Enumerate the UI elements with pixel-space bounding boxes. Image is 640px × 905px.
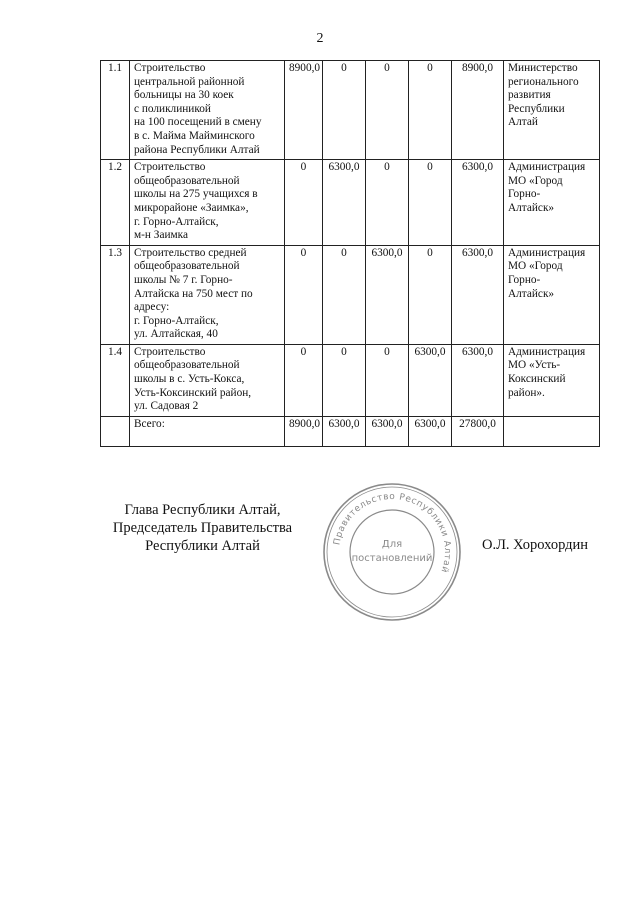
cell-text-line: МО «Город — [508, 260, 563, 273]
cell-text-line: общеобразовательной — [134, 174, 240, 187]
value-cell: 0 — [366, 344, 409, 416]
cell-text-line: Алтайск» — [508, 287, 555, 300]
value-cell: 0 — [409, 61, 452, 160]
total-value-cell: 6300,0 — [409, 416, 452, 446]
signature-title — [100, 501, 305, 555]
table-row — [101, 344, 600, 416]
responsible-party — [504, 160, 600, 246]
cell-text-line: Республики — [508, 102, 565, 115]
row-number: 1.4 — [101, 344, 130, 416]
cell-text-line: общеобразовательной — [134, 260, 240, 273]
cell-text-line: Коксинский — [508, 373, 566, 386]
cell-text-line: район». — [508, 386, 545, 399]
value-cell: 6300,0 — [452, 344, 504, 416]
cell-text-line: школы в с. Усть-Кокса, — [134, 373, 245, 386]
cell-text-line: общеобразовательной — [134, 359, 240, 372]
cell-text-line: Строительство средней — [134, 246, 247, 259]
cell-text-line: Строительство — [134, 62, 206, 74]
signature-title-line: Председатель Правительства — [112, 520, 293, 536]
table-body — [101, 61, 600, 447]
stamp-outer-ring-thin — [327, 487, 457, 617]
construction-plan-table — [100, 60, 600, 447]
stamp-outer-ring — [324, 484, 460, 620]
value-cell: 6300,0 — [323, 160, 366, 246]
total-row — [101, 416, 600, 446]
stamp-inner-ring — [350, 510, 434, 594]
value-cell: 0 — [285, 245, 323, 344]
row-number: 1.2 — [101, 160, 130, 246]
cell-text-line: Алтайска на 750 мест по — [134, 287, 253, 300]
row-number: 1.1 — [101, 61, 130, 160]
cell-text-line: Администрация — [508, 345, 586, 358]
stamp-center-line: постановлений — [351, 553, 433, 564]
total-responsible-cell — [504, 416, 600, 446]
cell-text-line: Министерство — [508, 62, 578, 74]
cell-text-line: центральной районной — [134, 75, 245, 88]
responsible-party — [504, 344, 600, 416]
cell-text-line: Строительство — [134, 345, 206, 358]
cell-text-line: регионального — [508, 75, 579, 88]
responsible-party — [504, 245, 600, 344]
value-cell: 0 — [366, 160, 409, 246]
cell-text-line: больницы на 30 коек — [134, 89, 234, 102]
signature-title-line: Глава Республики Алтай, — [124, 502, 281, 518]
value-cell: 6300,0 — [409, 344, 452, 416]
object-description — [130, 61, 285, 160]
cell-text-line: Строительство — [134, 161, 206, 174]
object-description — [130, 245, 285, 344]
cell-text-line: школы № 7 г. Горно- — [134, 273, 233, 286]
value-cell: 0 — [366, 61, 409, 160]
cell-text-line: Алтай — [508, 116, 538, 129]
cell-text-line: ул. Садовая 2 — [134, 400, 199, 413]
cell-text-line: Горно- — [508, 273, 541, 286]
value-cell: 8900,0 — [285, 61, 323, 160]
stamp-seal-icon — [321, 481, 463, 623]
table-row — [101, 61, 600, 160]
object-description — [130, 344, 285, 416]
cell-text-line: г. Горно-Алтайск, — [134, 215, 219, 228]
cell-text-line: МО «Город — [508, 174, 563, 187]
cell-text-line: Алтайск» — [508, 201, 555, 214]
value-cell: 8900,0 — [452, 61, 504, 160]
value-cell: 0 — [285, 344, 323, 416]
cell-text-line: с поликлиникой — [134, 102, 211, 115]
official-stamp — [321, 481, 463, 623]
object-description — [130, 160, 285, 246]
cell-text-line: Администрация — [508, 246, 586, 259]
value-cell: 6300,0 — [452, 160, 504, 246]
total-number-cell — [101, 416, 130, 446]
value-cell: 0 — [323, 344, 366, 416]
value-cell: 0 — [285, 160, 323, 246]
cell-text-line: Горно- — [508, 188, 541, 201]
total-value-cell: 27800,0 — [452, 416, 504, 446]
value-cell: 0 — [409, 245, 452, 344]
cell-text-line: микрорайоне «Заимка», — [134, 201, 249, 214]
cell-text-line: ул. Алтайская, 40 — [134, 328, 218, 341]
page-number: 2 — [316, 31, 324, 46]
table-row — [101, 160, 600, 246]
total-value-cell: 8900,0 — [285, 416, 323, 446]
total-value-cell: 6300,0 — [366, 416, 409, 446]
cell-text-line: м-н Заимка — [134, 229, 188, 242]
cell-text-line: в с. Майма Майминского — [134, 129, 255, 142]
cell-text-line: развития — [508, 89, 551, 102]
cell-text-line: школы на 275 учащихся в — [134, 188, 258, 201]
cell-text-line: г. Горно-Алтайск, — [134, 314, 219, 327]
value-cell: 6300,0 — [452, 245, 504, 344]
total-label: Всего: — [130, 416, 285, 446]
cell-text-line: МО «Усть- — [508, 359, 561, 372]
value-cell: 0 — [323, 61, 366, 160]
stamp-ring-text: Правительство Республики Алтай — [332, 491, 453, 575]
cell-text-line: адресу: — [134, 301, 170, 314]
signer-name: О.Л. Хорохордин — [482, 537, 589, 553]
stamp-center-line: Для — [381, 539, 403, 550]
value-cell: 0 — [323, 245, 366, 344]
value-cell: 0 — [409, 160, 452, 246]
cell-text-line: Администрация — [508, 161, 586, 174]
row-number: 1.3 — [101, 245, 130, 344]
responsible-party — [504, 61, 600, 160]
table-row — [101, 245, 600, 344]
total-value-cell: 6300,0 — [323, 416, 366, 446]
cell-text-line: района Республики Алтай — [134, 143, 260, 156]
cell-text-line: на 100 посещений в смену — [134, 116, 262, 129]
value-cell: 6300,0 — [366, 245, 409, 344]
cell-text-line: Усть-Коксинский район, — [134, 386, 252, 399]
signature-title-line: Республики Алтай — [145, 538, 260, 554]
